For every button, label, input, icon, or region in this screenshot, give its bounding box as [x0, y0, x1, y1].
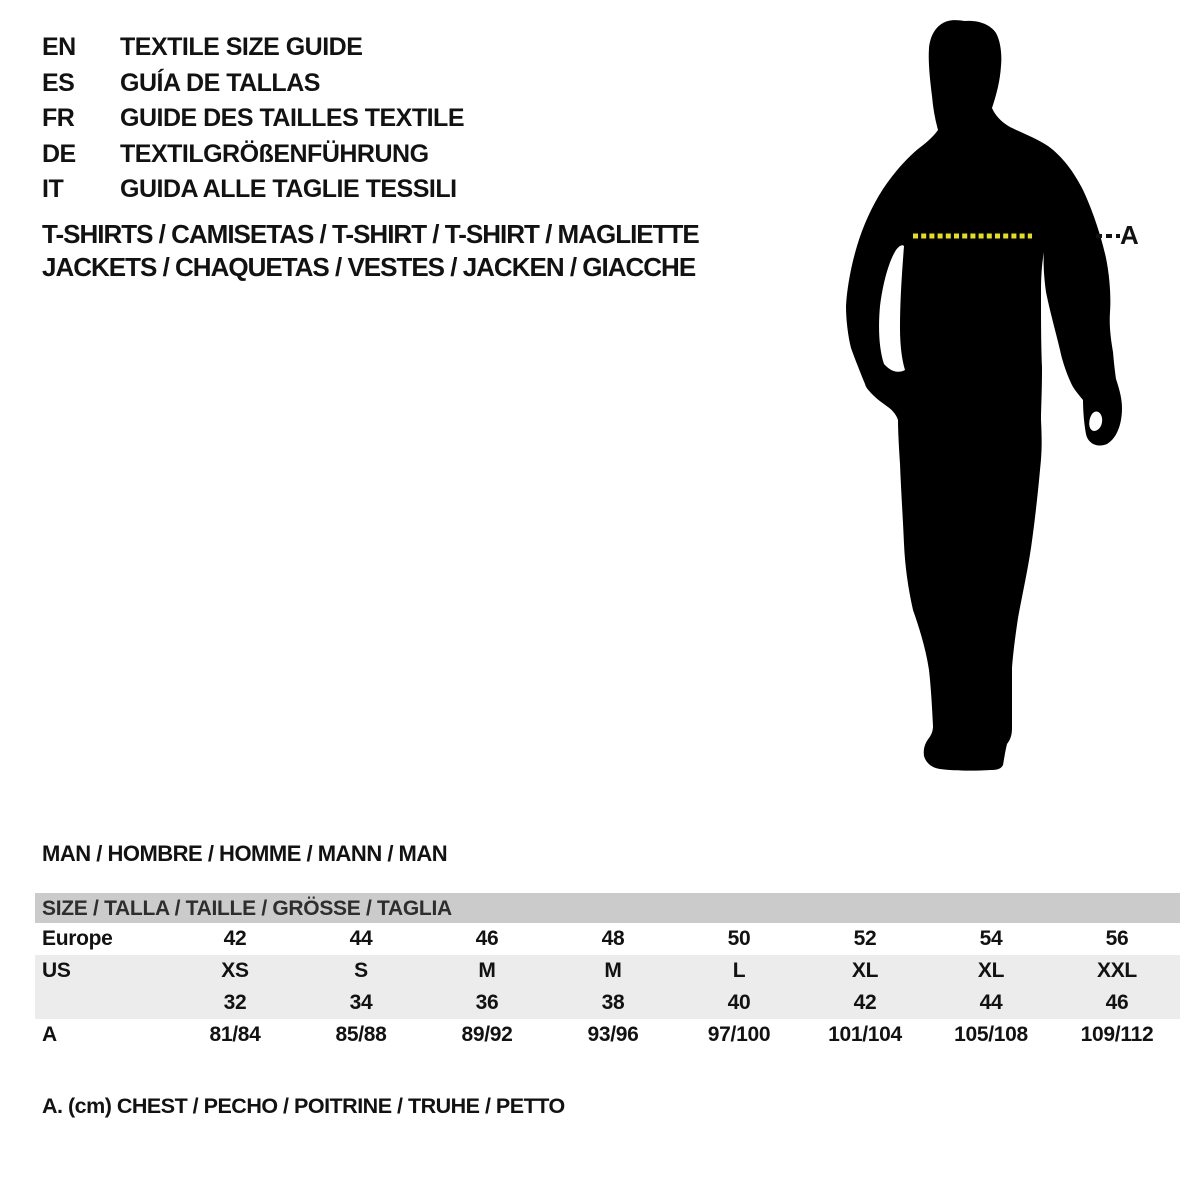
size-table	[35, 893, 1180, 1051]
category-lines	[42, 218, 699, 284]
table-cell: 36	[475, 991, 499, 1014]
category-line-jackets: JACKETS / CHAQUETAS / VESTES / JACKEN / GIACCHE	[42, 252, 696, 282]
language-code: ES	[42, 68, 75, 97]
table-cell: 85/88	[335, 1023, 387, 1046]
language-code: IT	[42, 175, 64, 203]
size-table-header: SIZE / TALLA / TAILLE / GRÖSSE / TAGLIA	[35, 893, 1180, 923]
table-cell: 56	[1105, 927, 1129, 950]
table-cell: L	[732, 959, 746, 982]
language-code: DE	[42, 139, 76, 168]
language-guide-row	[42, 172, 464, 208]
table-cell: 34	[349, 991, 373, 1014]
guide-title-translation: TEXTILGRÖßENFÜHRUNG	[120, 139, 429, 168]
language-guide-list	[42, 30, 464, 208]
table-cell: 44	[979, 991, 1003, 1014]
section-title-man: MAN / HOMBRE / HOMME / MANN / MAN	[42, 841, 448, 866]
table-row	[35, 1019, 1180, 1051]
table-cell: 32	[223, 991, 247, 1014]
table-cell: 50	[727, 927, 751, 950]
measurement-footnote: A. (cm) CHEST / PECHO / POITRINE / TRUHE / PETTO	[42, 1094, 565, 1118]
table-cell: 46	[475, 927, 499, 950]
guide-title-translation: GUÍA DE TALLAS	[120, 68, 320, 97]
table-cell: XL	[851, 959, 879, 982]
table-row	[35, 923, 1180, 955]
language-code: FR	[42, 104, 75, 132]
guide-title-translation: GUIDA ALLE TAGLIE TESSILI	[120, 175, 457, 203]
man-silhouette-shape	[846, 20, 1122, 771]
table-cell: 89/92	[461, 1023, 513, 1046]
table-cell: 42	[853, 991, 877, 1014]
category-line-tshirts: T-SHIRTS / CAMISETAS / T-SHIRT / T-SHIRT / MAGLIETTE	[42, 219, 699, 249]
table-cell: 97/100	[707, 1023, 771, 1046]
table-cell: 54	[979, 927, 1003, 950]
table-cell: M	[478, 959, 496, 982]
table-cell: 52	[853, 927, 877, 950]
language-guide-row	[42, 66, 464, 102]
table-cell: 48	[601, 927, 625, 950]
table-cell: S	[354, 959, 368, 982]
table-cell: XL	[977, 959, 1005, 982]
row-label	[35, 987, 172, 1019]
table-row	[35, 955, 1180, 987]
table-cell: 109/112	[1080, 1023, 1154, 1046]
row-label: Europe	[42, 927, 113, 950]
man-silhouette	[820, 0, 1200, 780]
table-cell: 105/108	[954, 1023, 1028, 1046]
table-cell: XS	[221, 959, 249, 982]
table-cell: 101/104	[828, 1023, 902, 1046]
table-cell: XXL	[1097, 959, 1137, 982]
table-cell: 44	[349, 927, 373, 950]
table-cell: 81/84	[209, 1023, 261, 1046]
table-cell: 38	[601, 991, 625, 1014]
table-cell: 40	[727, 991, 751, 1014]
table-row	[35, 987, 1180, 1019]
guide-title-translation: TEXTILE SIZE GUIDE	[120, 33, 363, 61]
guide-title-translation: GUIDE DES TAILLES TEXTILE	[120, 104, 465, 132]
table-cell: 42	[223, 927, 247, 950]
language-guide-row	[42, 30, 464, 66]
language-guide-row	[42, 101, 464, 137]
table-cell: 46	[1105, 991, 1129, 1014]
measure-label-a: A	[1120, 220, 1139, 250]
language-code: EN	[42, 33, 76, 61]
table-cell: 93/96	[587, 1023, 639, 1046]
row-label: A	[42, 1023, 57, 1046]
table-cell: M	[604, 959, 622, 982]
size-table-rows	[35, 923, 1180, 1051]
row-label: US	[42, 959, 71, 982]
language-guide-row	[42, 137, 464, 173]
